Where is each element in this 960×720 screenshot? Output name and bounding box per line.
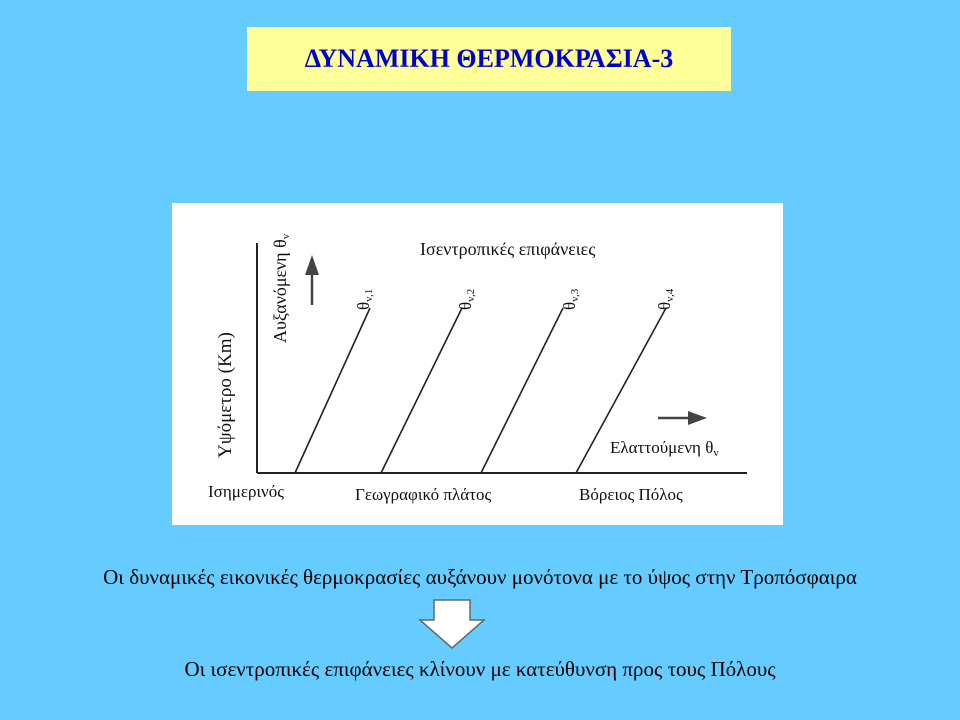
right-arrow-icon xyxy=(658,411,707,425)
x-center-label: Γεωγραφικό πλάτος xyxy=(355,485,492,504)
conclusion-text: Οι ισεντροπικές επιφάνειες κλίνουν με κατεύθυνση προς τους Πόλους xyxy=(184,657,776,681)
y-axis-label: Υψόμετρο (Km) xyxy=(215,332,236,458)
isentrope-line-3 xyxy=(481,308,563,473)
increasing-theta-label: Αυξανόμενη $\theta_v$ xyxy=(270,233,292,343)
figure-panel xyxy=(172,203,783,525)
isentrope-line-1 xyxy=(295,308,370,473)
isentrope-line-2 xyxy=(381,308,462,473)
title-box xyxy=(247,27,731,91)
isentrope-label-1: $\theta_{v,1}$ xyxy=(354,288,375,310)
x-right-label: Βόρειος Πόλος xyxy=(579,485,683,504)
isentrope-label-4: $\theta_{v,4}$ xyxy=(655,288,676,310)
isentrope-label-2: $\theta_{v,2}$ xyxy=(456,288,477,310)
isentrope-label-3: $\theta_{v,3}$ xyxy=(560,288,581,310)
up-arrow-icon xyxy=(305,255,319,305)
decreasing-theta-label: Ελαττούμενη $\theta_v$ xyxy=(610,438,719,459)
isentropic-surfaces-label: Ισεντροπικές επιφάνειες xyxy=(420,239,596,259)
x-left-label: Ισημερινός xyxy=(208,482,284,501)
down-arrow-icon xyxy=(418,598,486,650)
statement-text: Οι δυναμικές εικονικές θερμοκρασίες αυξάνουν μονότονα με το ύψος στην Τροπόσφαιρα xyxy=(103,565,857,589)
slide-title: ΔΥΝΑΜΙΚΗ ΘΕΡΜΟΚΡΑΣΙΑ-3 xyxy=(304,44,674,73)
